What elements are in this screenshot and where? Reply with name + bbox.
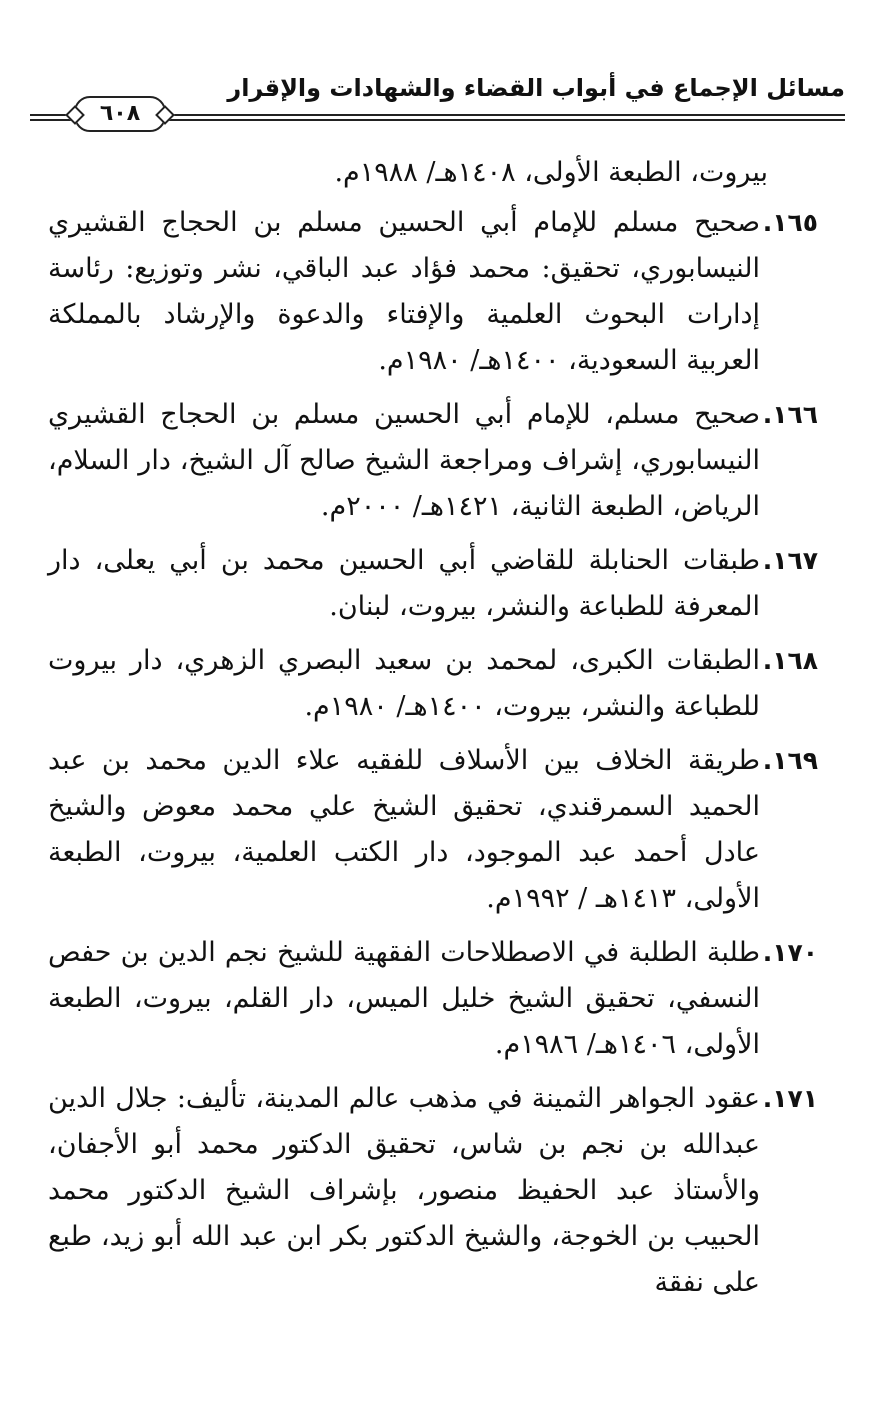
entry-number: ١٦٨. — [762, 646, 818, 675]
entry-number: ١٦٥. — [762, 208, 818, 237]
bibliography-entry — [48, 738, 818, 922]
entry-number: ١٧١. — [762, 1084, 818, 1113]
entry-number: ١٧٠. — [762, 938, 818, 967]
bibliography-list — [48, 150, 818, 1314]
bibliography-entry — [48, 538, 818, 630]
continuation-text: بيروت، الطبعة الأولى، ١٤٠٨هـ/ ١٩٨٨م. — [334, 157, 768, 188]
entry-text: طلبة الطلبة في الاصطلاحات الفقهية للشيخ نجم الدين بن حفص النسفي، تحقيق الشيخ خليل الميس، دار القلم، بيروت، الطبعة الأولى، ١٤٠٦هـ/ ١٩٨٦م. — [48, 937, 760, 1060]
entry-text: طبقات الحنابلة للقاضي أبي الحسين محمد بن أبي يعلى، دار المعرفة للطباعة والنشر، بيروت، لبنان. — [48, 545, 760, 622]
header-title: مسائل الإجماع في أبواب القضاء والشهادات والإقرار — [227, 74, 845, 102]
entry-text: الطبقات الكبرى، لمحمد بن سعيد البصري الزهري، دار بيروت للطباعة والنشر، بيروت، ١٤٠٠هـ/ ١٩٨٠م. — [48, 645, 760, 722]
entry-number: ١٦٦. — [762, 400, 818, 429]
entry-text: عقود الجواهر الثمينة في مذهب عالم المدينة، تأليف: جلال الدين عبدالله بن نجم بن شاس، تحقيق الدكتور محمد أبو الأجفان، والأستاذ عبد الحفيظ منصور، بإشراف الشيخ الدكتور محمد الحبيب بن الخوجة، والشيخ الدكتور بكر ابن عبد الله أبو زيد، طبع على نفقة — [48, 1083, 760, 1298]
bibliography-entry — [48, 930, 818, 1068]
entry-number: ١٦٩. — [762, 746, 818, 775]
page-number: ٦٠٨ — [74, 96, 166, 132]
entry-number: ١٦٧. — [762, 546, 818, 575]
running-header — [30, 70, 845, 132]
entry-text: صحيح مسلم للإمام أبي الحسين مسلم بن الحجاج القشيري النيسابوري، تحقيق: محمد فؤاد عبد الباقي، نشر وتوزيع: رئاسة إدارات البحوث العلمية والإفتاء والدعوة والإرشاد بالمملكة العربية السعودية، ١٤٠٠هـ/ ١٩٨٠م. — [48, 207, 760, 376]
bibliography-entry — [48, 638, 818, 730]
bibliography-entry — [48, 1076, 818, 1306]
entry-text: طريقة الخلاف بين الأسلاف للفقيه علاء الدين محمد بن عبد الحميد السمرقندي، تحقيق الشيخ علي محمد معوض والشيخ عادل أحمد عبد الموجود، دار الكتب العلمية، بيروت، الطبعة الأولى، ١٤١٣هـ / ١٩٩٢م. — [48, 745, 760, 914]
entry-text: صحيح مسلم، للإمام أبي الحسين مسلم بن الحجاج القشيري النيسابوري، إشراف ومراجعة الشيخ صالح آل الشيخ، دار السلام، الرياض، الطبعة الثانية، ١٤٢١هـ/ ٢٠٠٠م. — [48, 399, 760, 522]
bibliography-entry — [48, 200, 818, 384]
bibliography-entry — [48, 392, 818, 530]
